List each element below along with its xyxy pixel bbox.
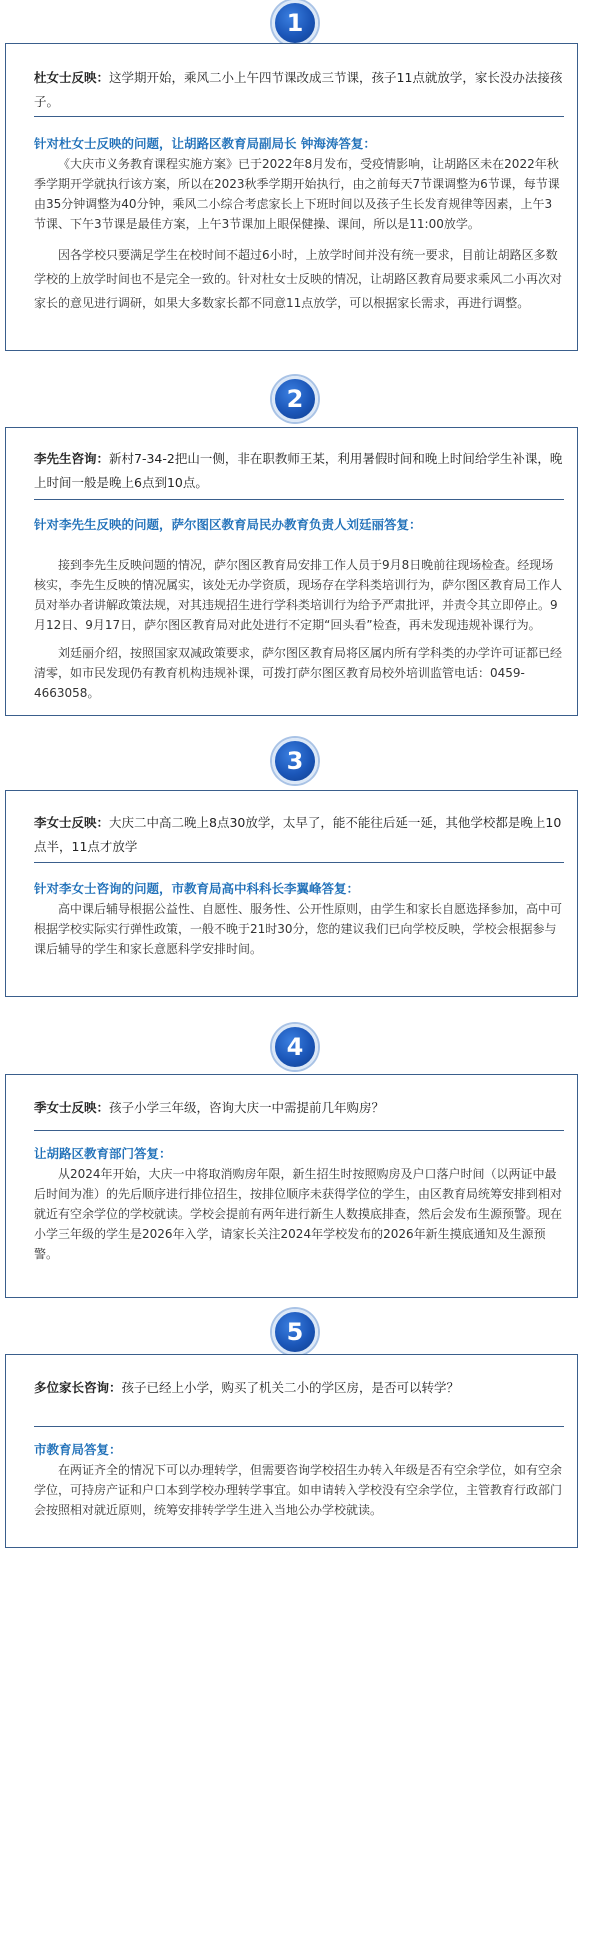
question-content: 这学期开始，乘风二小上午四节课改成三节课，孩子11点就放学，家长没办法接孩子。 — [34, 70, 563, 109]
asker-label: 李女士反映： — [34, 815, 110, 830]
answer-heading: 针对杜女士反映的问题，让胡路区教育局副局长 钟海涛答复： — [34, 136, 376, 151]
divider — [34, 1426, 564, 1427]
asker-label: 李先生咨询： — [34, 451, 110, 466]
question-content: 孩子已经上小学，购买了机关二小的学区房，是否可以转学？ — [121, 1380, 460, 1395]
answer-paragraph: 刘廷丽介绍，按照国家双减政策要求，萨尔图区教育局将区属内所有学科类的办学许可证都已经清零，如市民发现仍有教育机构违规补课，可拨打萨尔图区教育局校外培训监管电话：0459-4663058。 — [34, 646, 563, 700]
answer-heading: 让胡路区教育部门答复： — [34, 1146, 172, 1161]
answer-paragraph: 从2024年开始，大庆一中将取消购房年限，新生招生时按照购房及户口落户时间（以两证中最后时间为准）的先后顺序进行排位招生，按排位顺序未获得学位的学生，由区教育局统筹安排到相对就近有空余学位的学校就读。学校会提前有两年进行新生人数摸底排查，然后会发布生源预警。现在小学三年级的学生是2026年入学，请家长关注2024年学校发布的2026年新生摸底通知及生源预警。 — [34, 1167, 563, 1261]
question-text — [34, 447, 564, 495]
question-content: 新村7-34-2把山一侧，非在职教师王某，利用暑假时间和晚上时间给学生补课，晚上时间一般是晚上6点到10点。 — [34, 451, 563, 490]
question-content: 孩子小学三年级，咨询大庆一中需提前几年购房？ — [109, 1100, 385, 1115]
question-text — [34, 1376, 564, 1400]
answer-heading: 针对李女士咨询的问题，市教育局高中科科长李翼峰答复： — [34, 881, 360, 896]
section-number-badge: 2 — [272, 376, 318, 422]
question-content: 大庆二中高二晚上8点30放学，太早了，能不能往后延一延，其他学校都是晚上10点半，11点才放学 — [34, 815, 562, 854]
answer-paragraph: 高中课后辅导根据公益性、自愿性、服务性、公开性原则，由学生和家长自愿选择参加，高中可根据学校实际实行弹性政策，一般不晚于21时30分，您的建议我们已向学校反映，学校会根据参与课后辅导的学生和家长意愿科学安排时间。 — [34, 902, 563, 956]
question-text — [34, 811, 564, 859]
divider — [34, 116, 564, 117]
divider — [34, 499, 564, 500]
asker-label: 杜女士反映： — [34, 70, 110, 85]
asker-label: 季女士反映： — [34, 1100, 110, 1115]
divider — [34, 862, 564, 863]
divider — [34, 1130, 564, 1131]
question-text — [34, 66, 564, 114]
section-number-badge: 3 — [272, 738, 318, 784]
question-text — [34, 1096, 564, 1120]
answer-paragraph: 《大庆市义务教育课程实施方案》已于2022年8月发布，受疫情影响，让胡路区未在2022年秋季学期开学就执行该方案，所以在2023秋季学期开始执行，由之前每天7节课调整为6节课，每节课由35分钟调整为40分钟，乘风二小综合考虑家长上下班时间以及孩子生长发育规律等因素，上午3节课、下午3节课是最佳方案，上午3节课加上眼保健操、课间，所以是11:00放学。 — [34, 157, 560, 231]
answer-paragraph: 接到李先生反映问题的情况，萨尔图区教育局安排工作人员于9月8日晚前往现场检查。经现场核实，李先生反映的情况属实，该处无办学资质，现场存在学科类培训行为，萨尔图区教育局工作人员对举办者讲解政策法规，对其违规招生进行学科类培训行为给予严肃批评，并责令其立即停止。9月12日、9月17日，萨尔图区教育局对此处进行不定期“回头看”检查，再未发现违规补课行为。 — [34, 558, 563, 632]
section-number-badge: 4 — [272, 1024, 318, 1070]
answer-paragraph: 在两证齐全的情况下可以办理转学，但需要咨询学校招生办转入年级是否有空余学位，如有空余学位，可持房产证和户口本到学校办理转学事宜。如申请转入学校没有空余学位，主管教育行政部门会按照相对就近原则，统筹安排转学学生进入当地公办学校就读。 — [34, 1463, 563, 1517]
asker-label: 多位家长咨询： — [34, 1380, 122, 1395]
section-number-badge: 5 — [272, 1309, 318, 1355]
answer-paragraph: 因各学校只要满足学生在校时间不超过6小时，上放学时间并没有统一要求，目前让胡路区多数学校的上放学时间也不是完全一致的。针对杜女士反映的情况，让胡路区教育局要求乘风二小再次对家长的意见进行调研，如果大多数家长都不同意11点放学，可以根据家长需求，再进行调整。 — [34, 248, 563, 310]
section-number-badge: 1 — [272, 0, 318, 46]
answer-heading: 针对李先生反映的问题，萨尔图区教育局民办教育负责人刘廷丽答复： — [34, 517, 422, 532]
answer-heading: 市教育局答复： — [34, 1442, 122, 1457]
